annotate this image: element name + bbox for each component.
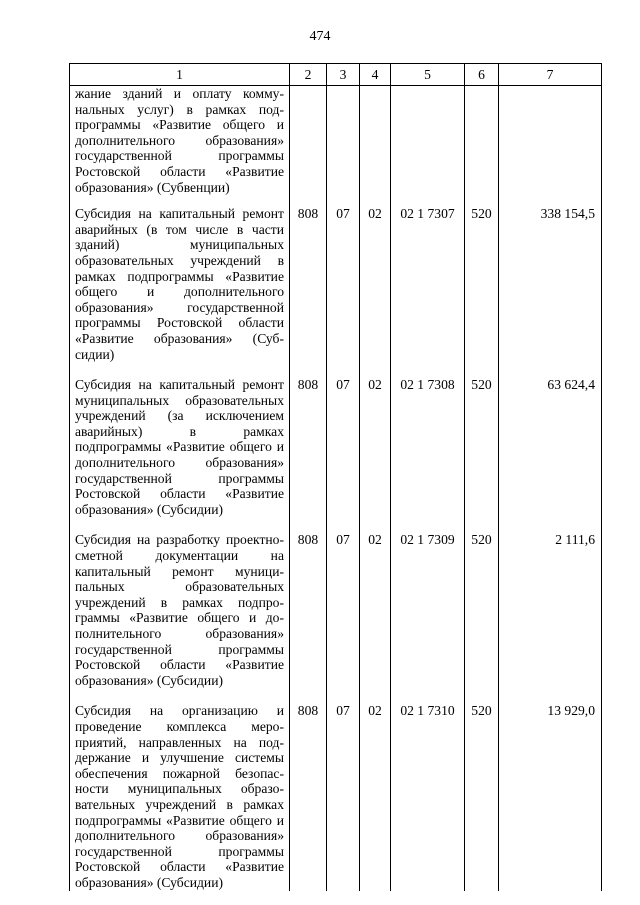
expense-type-code xyxy=(465,86,499,207)
target-article-code: 02 1 7307 xyxy=(391,206,465,377)
ministry-code: 808 xyxy=(290,206,327,377)
ministry-code: 808 xyxy=(290,703,327,890)
row-description: Субсидия на капитальный ремонт аварийных (в том числе в части зданий) муниципальных образовательных учреждений в рамках подпрограммы «Развитие общего и дополнительного образования» государственной программы Ростовской области «Развитие образования» (Субсидии) xyxy=(70,206,290,377)
amount-value: 2 111,6 xyxy=(499,532,602,703)
expense-type-code: 520 xyxy=(465,532,499,703)
subsection-code: 02 xyxy=(360,206,391,377)
amount-value: 338 154,5 xyxy=(499,206,602,377)
expense-type-code: 520 xyxy=(465,703,499,890)
amount-value: 63 624,4 xyxy=(499,377,602,532)
ministry-code: 808 xyxy=(290,377,327,532)
row-description: жание зданий и оплату коммунальных услуг) в рамках подпрограммы «Развитие общего и дополнительного образования» государственной программы Ростовской области «Развитие образования» (Субвенции) xyxy=(70,86,290,207)
section-code: 07 xyxy=(327,703,360,890)
table-row xyxy=(70,703,602,890)
section-code xyxy=(327,86,360,207)
target-article-code: 02 1 7308 xyxy=(391,377,465,532)
subsection-code: 02 xyxy=(360,377,391,532)
budget-table xyxy=(69,63,602,891)
table-row xyxy=(70,377,602,532)
page-number: 474 xyxy=(309,29,331,44)
target-article-code: 02 1 7310 xyxy=(391,703,465,890)
column-header: 7 xyxy=(499,64,602,86)
target-article-code xyxy=(391,86,465,207)
column-header: 4 xyxy=(360,64,391,86)
row-description: Субсидия на капитальный ремонт муниципальных образовательных учреждений (за исключением аварийных) в рамках подпрограммы «Развитие общего и дополнительного образования» государственной программы Ростовской области «Развитие образования» (Субсидии) xyxy=(70,377,290,532)
header-row xyxy=(70,64,602,86)
column-header: 6 xyxy=(465,64,499,86)
column-header: 2 xyxy=(290,64,327,86)
table-row xyxy=(70,86,602,207)
expense-type-code: 520 xyxy=(465,206,499,377)
amount-value xyxy=(499,86,602,207)
subsection-code xyxy=(360,86,391,207)
section-code: 07 xyxy=(327,532,360,703)
row-description: Субсидия на разработку проектно-сметной документации на капитальный ремонт муниципальных образовательных учреждений в рамках подпрограммы «Развитие общего и дополнительного образования» государственной программы Ростовской области «Развитие образования» (Субсидии) xyxy=(70,532,290,703)
amount-value: 13 929,0 xyxy=(499,703,602,890)
section-code: 07 xyxy=(327,206,360,377)
ministry-code: 808 xyxy=(290,532,327,703)
ministry-code xyxy=(290,86,327,207)
column-header: 3 xyxy=(327,64,360,86)
section-code: 07 xyxy=(327,377,360,532)
expense-type-code: 520 xyxy=(465,377,499,532)
row-description: Субсидия на организацию и проведение комплекса мероприятий, направленных на поддержание и улучшение системы обеспечения пожарной безопасности муниципальных образовательных учреждений в рамках подпрограммы «Развитие общего и дополнительного образования» государственной программы Ростовской области «Развитие образования» (Субсидии) xyxy=(70,703,290,890)
table-row xyxy=(70,532,602,703)
table-row xyxy=(70,206,602,377)
subsection-code: 02 xyxy=(360,532,391,703)
subsection-code: 02 xyxy=(360,703,391,890)
column-header: 5 xyxy=(391,64,465,86)
target-article-code: 02 1 7309 xyxy=(391,532,465,703)
column-header: 1 xyxy=(70,64,290,86)
